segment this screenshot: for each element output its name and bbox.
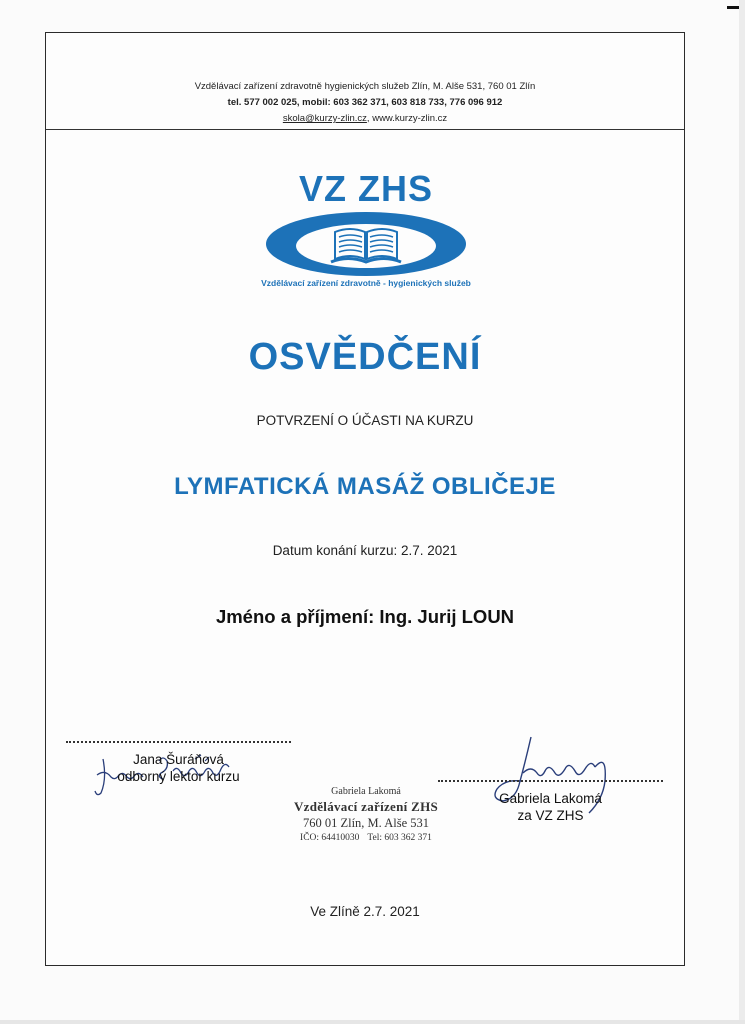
logo [258, 158, 474, 293]
signatory-right-name: Gabriela Lakomá [499, 791, 602, 806]
signature-right [438, 733, 663, 824]
signatory-left-role: odborný lektor kurzu [117, 769, 240, 784]
certificate-frame [45, 32, 685, 966]
course-name: LYMFATICKÁ MASÁŽ OBLIČEJE [174, 473, 556, 500]
letterhead-phones: tel. 577 002 025, mobil: 603 362 371, 603 818 733, 776 096 912 [227, 97, 503, 108]
email-link[interactable]: skola@kurzy-zlin.cz [282, 113, 367, 124]
letterhead-address: Vzdělávací zařízení zdravotně hygienických služeb Zlín, M. Alše 531, 760 01 Zlín [194, 81, 536, 92]
letterhead [46, 79, 684, 127]
header-divider [46, 129, 684, 130]
logo-title: VZ ZHS [298, 168, 433, 209]
open-book-icon [331, 229, 401, 262]
signatory-left-name: Jana Šuráňová [133, 752, 224, 767]
stamp-contacts [266, 831, 466, 845]
scan-edge-bottom [0, 1020, 745, 1024]
certificate-title: OSVĚDČENÍ [248, 336, 482, 378]
certificate-subtitle: POTVRZENÍ O ÚČASTI NA KURZU [256, 413, 474, 428]
stamp-name: Gabriela Lakomá [331, 786, 401, 797]
web-link[interactable]: www.kurzy-zlin.cz [372, 113, 448, 124]
scan-edge [739, 0, 745, 1024]
stamp-tel: Tel: 603 362 371 [367, 833, 432, 843]
letterhead-contacts [46, 111, 684, 127]
course-date: Datum konání kurzu: 2.7. 2021 [272, 543, 458, 558]
stamp-address: 760 01 Zlín, M. Alše 531 [302, 816, 430, 830]
stamp-institution: Vzdělávací zařízení ZHS [293, 799, 439, 814]
signature-line-left [66, 741, 291, 743]
logo-subtitle: Vzdělávací zařízení zdravotně - hygienických služeb [261, 278, 471, 288]
place-and-date: Ve Zlíně 2.7. 2021 [310, 904, 420, 919]
signature-left [66, 741, 291, 785]
institution-stamp [266, 785, 466, 845]
participant-name: Jméno a příjmení: Ing. Jurij LOUN [215, 606, 515, 627]
contact-separator: , [366, 113, 370, 124]
signatory-right-role: za VZ ZHS [517, 808, 584, 823]
stamp-ico: IČO: 64410030 [300, 833, 360, 843]
signature-line-right [438, 780, 663, 782]
